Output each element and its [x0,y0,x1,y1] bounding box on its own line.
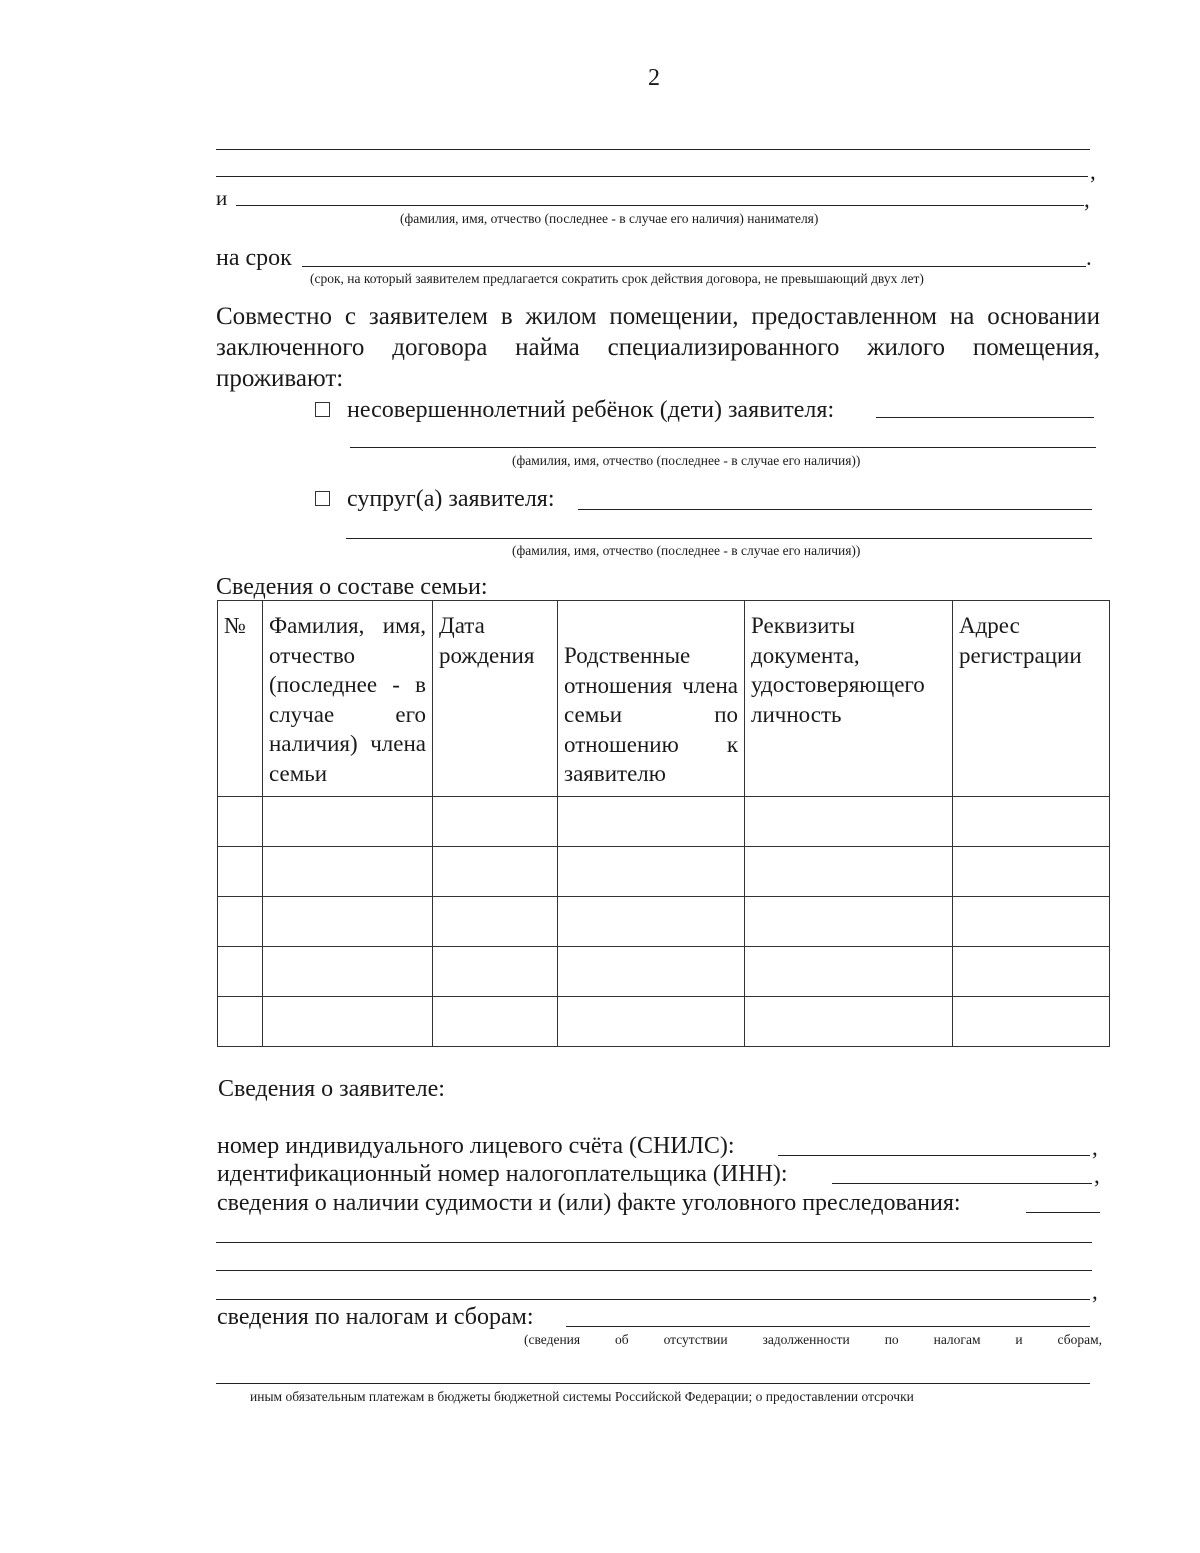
table-cell[interactable] [433,997,558,1047]
table-cell[interactable] [558,947,745,997]
spouse-name-line-1[interactable] [578,509,1092,510]
table-cell[interactable] [218,947,263,997]
table-cell[interactable] [263,847,433,897]
comma: , [1090,159,1096,184]
table-row [218,947,1110,997]
table-cell[interactable] [953,797,1110,847]
table-cell[interactable] [558,797,745,847]
col-id-document: Реквизиты документа, удостоверяющего личность [745,601,953,797]
table-row [218,797,1110,847]
table-cell[interactable] [558,897,745,947]
applicant-name-line-2[interactable] [216,176,1088,177]
taxes-input-line[interactable] [566,1326,1090,1327]
snils-label: номер индивидуального лицевого счёта (СНИЛС): [217,1133,735,1159]
spouse-caption: (фамилия, имя, отчество (последнее - в случае его наличия)) [512,543,861,558]
table-cell[interactable] [263,947,433,997]
table-cell[interactable] [433,797,558,847]
table-cell[interactable] [433,947,558,997]
applicant-name-line-1[interactable] [216,149,1090,150]
table-cell[interactable] [953,947,1110,997]
page-number: 2 [648,65,660,91]
table-row [218,897,1110,947]
table-row [218,847,1110,897]
spouse-name-line-2[interactable] [346,538,1092,539]
col-relationship: Родственные отношения члена семьи по отношению к заявителю [558,601,745,797]
conviction-input-line-3[interactable] [216,1270,1092,1271]
term-line[interactable] [302,266,1086,267]
family-table [217,600,1110,1047]
term-label: на срок [216,245,292,271]
table-cell[interactable] [218,797,263,847]
taxes-input-line-2[interactable] [216,1383,1090,1384]
tenant-name-line[interactable] [236,205,1084,206]
conviction-input-line-1[interactable] [1026,1212,1100,1213]
col-full-name: Фамилия, имя, отчество (последнее - в случае его наличия) члена семьи [263,601,433,797]
fio-caption: (фамилия, имя, отчество (последнее - в случае его наличия) нанимателя) [400,211,819,226]
conviction-input-line-4[interactable] [216,1299,1090,1300]
child-name-line-2[interactable] [350,447,1096,448]
family-title: Сведения о составе семьи: [216,574,488,600]
table-cell[interactable] [745,797,953,847]
spouse-label: супруг(а) заявителя: [347,486,555,512]
and-label: и [216,186,228,210]
period: . [1086,245,1092,270]
child-name-line-1[interactable] [876,417,1094,418]
applicant-info-title: Сведения о заявителе: [218,1076,445,1102]
child-label: несовершеннолетний ребёнок (дети) заявителя: [347,397,835,423]
table-cell[interactable] [953,897,1110,947]
child-checkbox[interactable] [315,402,330,417]
col-registration-address: Адрес регистрации [953,601,1110,797]
col-birth-date: Дата рождения [433,601,558,797]
comma: , [1094,1163,1100,1188]
comma: , [1084,187,1090,212]
conviction-label: сведения о наличии судимости и (или) факте уголовного преследования: [217,1190,961,1216]
table-cell[interactable] [745,847,953,897]
term-caption: (срок, на который заявителем предлагается сократить срок действия договора, не превышающий двух лет) [310,271,924,286]
table-cell[interactable] [558,847,745,897]
table-cell[interactable] [953,997,1110,1047]
inn-label: идентификационный номер налогоплательщика (ИНН): [217,1161,788,1187]
spouse-checkbox[interactable] [315,491,330,506]
taxes-caption-1: (сведения об отсутствии задолженности по налогам и сборам, [524,1332,1102,1347]
table-cell[interactable] [263,897,433,947]
table-row [218,997,1110,1047]
table-cell[interactable] [433,897,558,947]
snils-input-line[interactable] [778,1155,1090,1156]
table-cell[interactable] [218,997,263,1047]
child-caption: (фамилия, имя, отчество (последнее - в случае его наличия)) [512,453,861,468]
table-cell[interactable] [745,897,953,947]
cohabitants-intro: Совместно с заявителем в жилом помещении, предоставленном на основании заключенного договора найма специализированного жилого помещения, проживают: [216,303,1100,392]
table-cell[interactable] [745,947,953,997]
inn-input-line[interactable] [832,1183,1092,1184]
table-cell[interactable] [218,847,263,897]
table-header-row [218,601,1110,797]
table-cell[interactable] [745,997,953,1047]
taxes-caption-2: иным обязательным платежам в бюджеты бюджетной системы Российской Федерации; о предоставлении отсрочки [250,1389,914,1404]
table-cell[interactable] [558,997,745,1047]
col-number: № [218,601,263,797]
conviction-input-line-2[interactable] [216,1242,1092,1243]
table-cell[interactable] [263,797,433,847]
table-cell[interactable] [263,997,433,1047]
taxes-label: сведения по налогам и сборам: [217,1304,534,1330]
table-cell[interactable] [433,847,558,897]
comma: , [1092,1279,1098,1304]
table-cell[interactable] [953,847,1110,897]
comma: , [1092,1135,1098,1160]
table-cell[interactable] [218,897,263,947]
